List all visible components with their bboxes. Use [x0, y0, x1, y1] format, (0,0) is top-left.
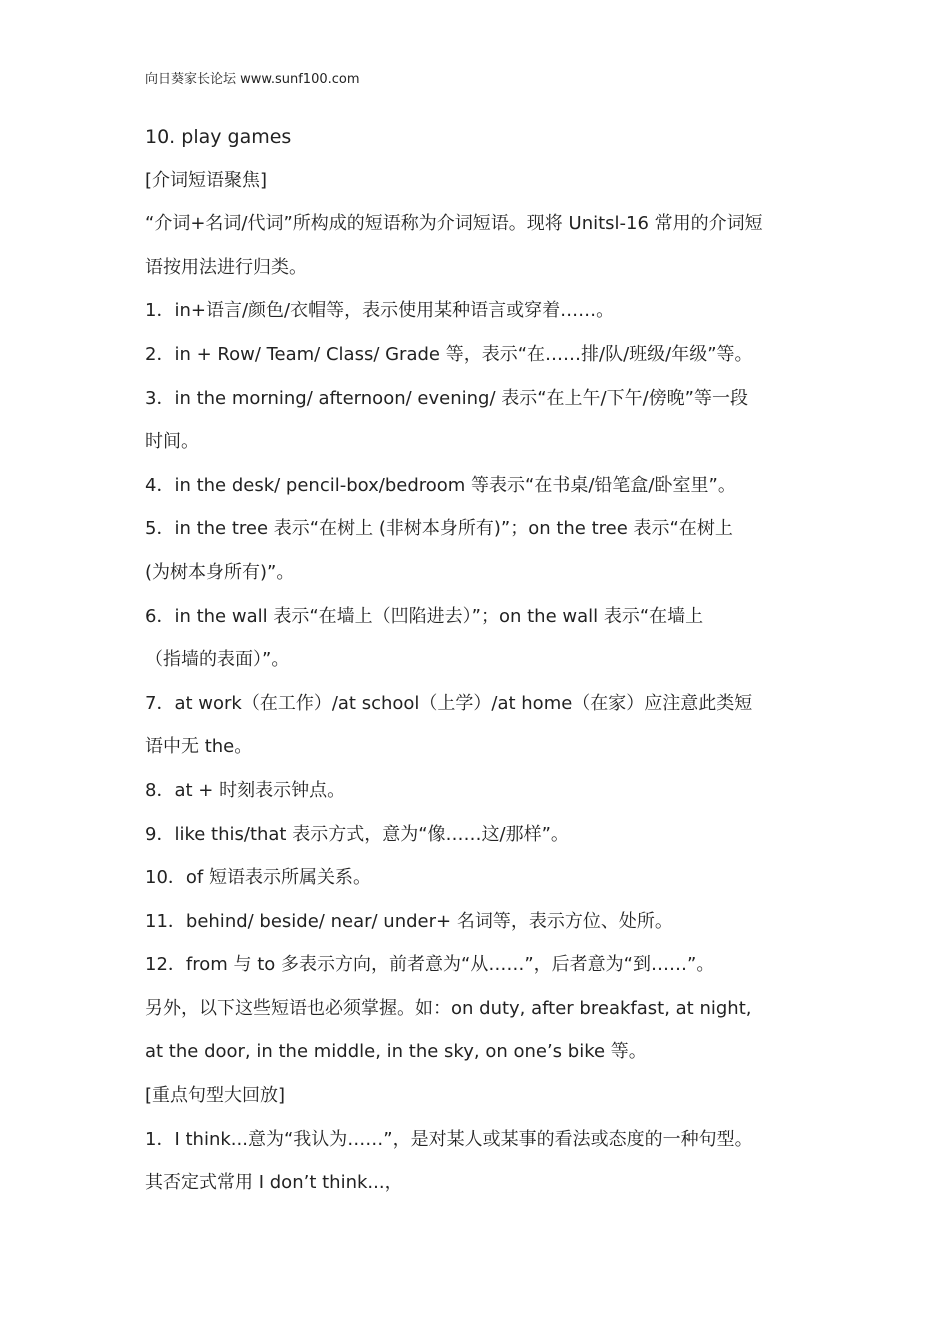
list-item: 8．at + 时刻表示钟点。: [145, 779, 346, 801]
list-item: 10．of 短语表示所属关系。: [145, 867, 371, 889]
list-item: 3．in the morning/ afternoon/ evening/ 表示“在上午/下午/傍晚”等一段: [145, 387, 749, 409]
list-item: 12．from 与 to 多表示方向，前者意为“从……”，后者意为“到……”。: [145, 954, 715, 976]
text-line: （指墙的表面）”。: [145, 649, 290, 671]
text-line: 时间。: [145, 431, 199, 453]
section-heading: [介词短语聚焦]: [145, 169, 268, 191]
list-item: 1．I think...意为“我认为……”，是对某人或某事的看法或态度的一种句型。: [145, 1128, 753, 1150]
text-line: “介词+名词/代词”所构成的短语称为介词短语。现将 Unitsl-16 常用的介词短: [145, 213, 763, 235]
text-line: at the door, in the middle, in the sky, on one’s bike 等。: [145, 1041, 647, 1063]
list-item: 2．in + Row/ Team/ Class/ Grade 等，表示“在……排/队/班级/年级”等。: [145, 343, 753, 365]
list-item: 4．in the desk/ pencil-box/bedroom 等表示“在书桌/铅笔盒/卧室里”。: [145, 474, 736, 496]
page-header: 向日葵家长论坛 www.sunf100.com: [145, 72, 360, 87]
section-heading: [重点句型大回放]: [145, 1085, 286, 1107]
list-item: 1．in+语言/颜色/衣帽等，表示使用某种语言或穿着……。: [145, 300, 615, 322]
list-item: 5．in the tree 表示“在树上 (非树本身所有)”；on the tree 表示“在树上: [145, 518, 733, 540]
text-line: 10. play games: [145, 126, 292, 148]
text-line: 其否定式常用 I don’t think...，: [145, 1172, 403, 1194]
list-item: 9．like this/that 表示方式，意为“像……这/那样”。: [145, 823, 569, 845]
list-item: 7．at work（在工作）/at school（上学）/at home（在家）应注意此类短: [145, 692, 753, 714]
document-body: [145, 120, 815, 1210]
list-item: 11．behind/ beside/ near/ under+ 名词等，表示方位、处所。: [145, 910, 673, 932]
text-line: (为树本身所有)”。: [145, 561, 295, 583]
list-item: 6．in the wall 表示“在墙上（凹陷进去）”；on the wall 表示“在墙上: [145, 605, 704, 627]
text-line: 语中无 the。: [145, 736, 253, 758]
text-line: 语按用法进行归类。: [145, 256, 307, 278]
text-line: 另外，以下这些短语也必须掌握。如：on duty, after breakfast, at night,: [145, 997, 752, 1019]
